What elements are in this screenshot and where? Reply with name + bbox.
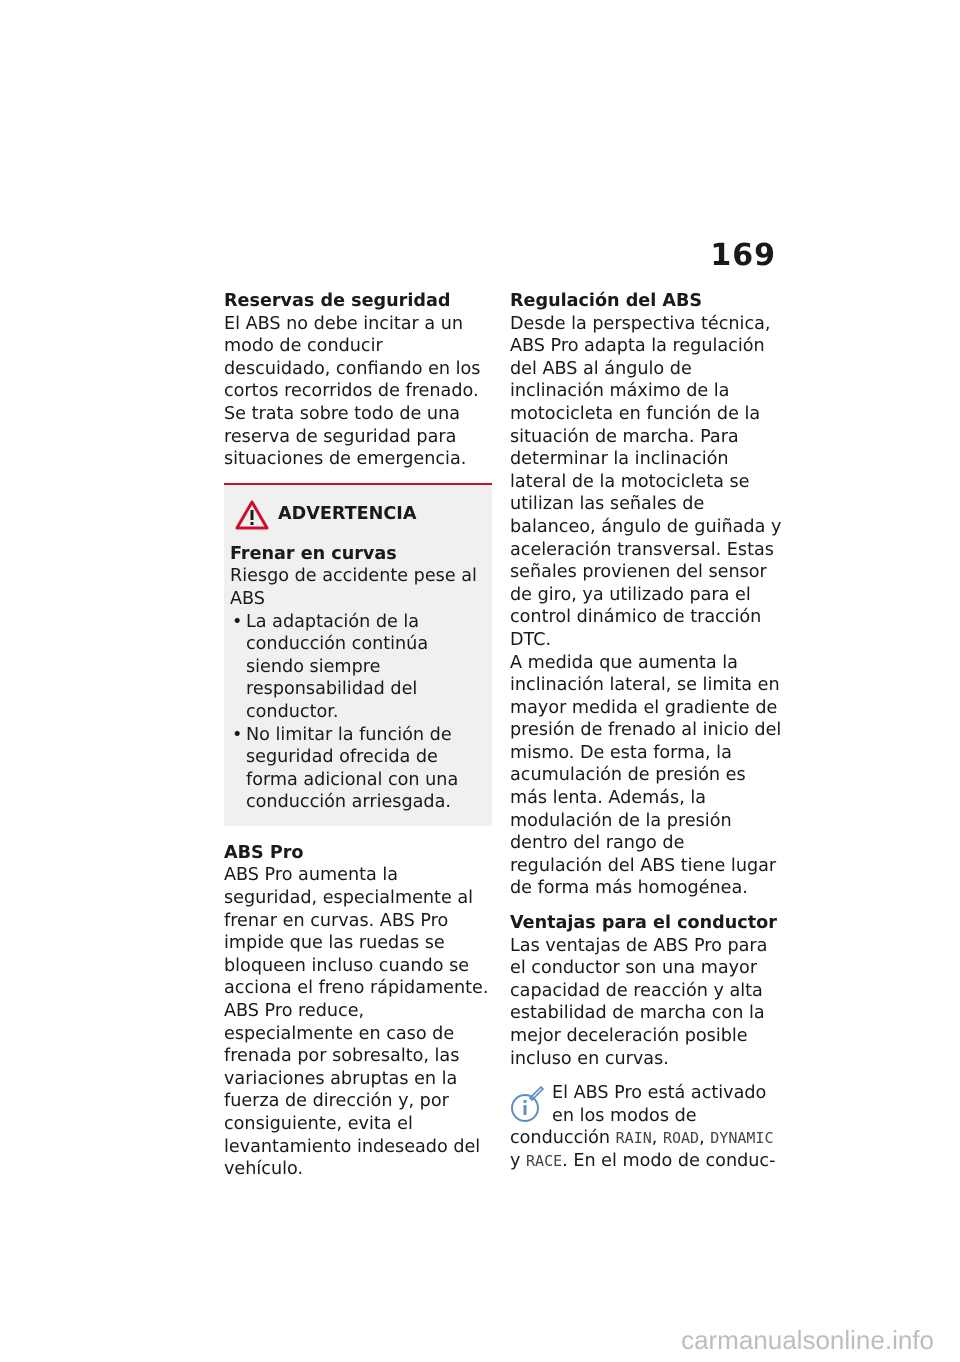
mode-race: RACE xyxy=(526,1151,563,1170)
mode-dynamic: DYNAMIC xyxy=(710,1129,774,1148)
regulation-body-2: A medida que aumenta la inclinación lateral, se limita en mayor medida el gradiente de presión de frenado al inicio del mismo. De esta forma, la acumulación de presión es más lenta. Además, la modulación de la presión dentro del rango de regulación del ABS tiene lugar de forma más homogénea. xyxy=(510,652,782,899)
regulation-body-1: Desde la perspectiva técnica, ABS Pro adapta la regulación del ABS al ángulo de inclinación máximo de la motocicleta en función de la situación de marcha. Para determinar la inclinación lateral de la motocicleta se utilizan las señales de balanceo, ángulo de guiñada y aceleración transversal. Estas señales provienen del sensor de giro, ya utilizado para el control dinámico de tracción DTC. xyxy=(510,313,782,650)
note-text-b: . En el modo de conduc- xyxy=(562,1150,776,1171)
note-text xyxy=(510,1082,782,1172)
abs-pro-body: ABS Pro aumenta la seguridad, especialmente al frenar en curvas. ABS Pro impide que las ruedas se bloqueen incluso cuando se acciona el freno rápidamente. ABS Pro reduce, especialmente en caso de frenada por sobresalto, las variaciones abruptas en la fuerza de dirección y, por consiguiente, evita el levantamiento indeseado del vehículo. xyxy=(224,865,489,1180)
section-reserve xyxy=(224,290,492,471)
warning-list xyxy=(230,611,482,814)
warning-header xyxy=(230,499,482,531)
mode-road: ROAD xyxy=(662,1129,700,1148)
warning-bullet: • La adaptación de la conducción continúa siendo siempre responsabilidad del conductor. xyxy=(230,611,482,724)
left-column xyxy=(224,290,492,1193)
note-text-a: El ABS Pro está activado en los modos de conducción xyxy=(510,1083,767,1149)
note-sep: , xyxy=(651,1128,663,1149)
info-pen-icon xyxy=(510,1084,544,1124)
warning-triangle-icon xyxy=(234,499,270,531)
page-number: 169 xyxy=(710,238,776,273)
info-note xyxy=(510,1082,782,1172)
section-advantages xyxy=(510,912,782,1070)
note-sep: y xyxy=(510,1150,527,1171)
regulation-heading: Regulación del ABS xyxy=(510,291,703,311)
reserve-heading: Reservas de seguridad xyxy=(224,291,451,311)
mode-rain: RAIN xyxy=(615,1129,652,1148)
watermark: carmanualsonline.info xyxy=(681,1325,934,1355)
warning-box xyxy=(224,483,492,826)
warning-risk: Riesgo de accidente pese al ABS xyxy=(230,566,477,609)
advantages-body: Las ventajas de ABS Pro para el conductor son una mayor capacidad de reacción y alta estabilidad de marcha con la mejor deceleración posible incluso en curvas. xyxy=(510,935,768,1069)
section-abs-pro xyxy=(224,842,492,1181)
right-column xyxy=(510,290,782,1173)
warning-bullet: • No limitar la función de seguridad ofrecida de forma adicional con una conducción arriesgada. xyxy=(230,724,482,814)
warning-title: ADVERTENCIA xyxy=(278,504,417,525)
advantages-heading: Ventajas para el conductor xyxy=(510,913,777,934)
note-sep: , xyxy=(699,1128,711,1149)
reserve-body: El ABS no debe incitar a un modo de conducir descuidado, confiando en los cortos recorridos de frenado. Se trata sobre todo de una reserva de seguridad para situaciones de emergencia. xyxy=(224,313,481,470)
abs-pro-heading: ABS Pro xyxy=(224,842,304,863)
section-regulation xyxy=(510,290,782,900)
warning-subtitle: Frenar en curvas xyxy=(230,543,397,564)
